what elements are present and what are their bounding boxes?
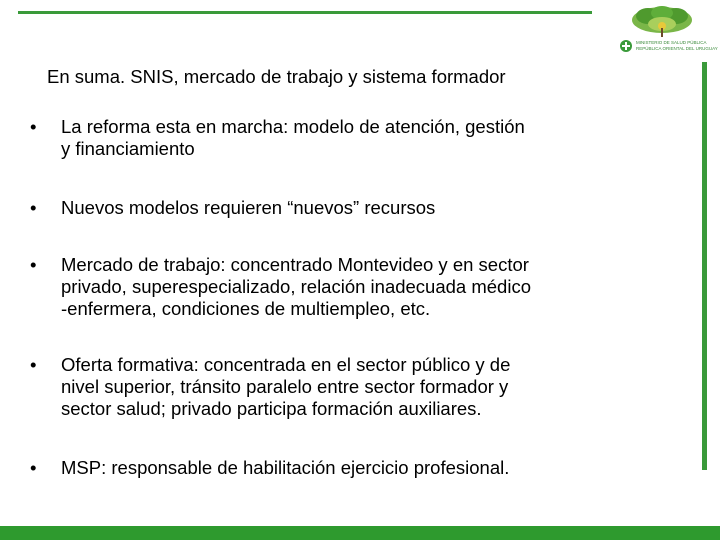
slide-title: En suma. SNIS, mercado de trabajo y sistema formador	[47, 66, 506, 87]
logo-line-2: REPÚBLICA ORIENTAL DEL URUGUAY	[636, 46, 718, 51]
bullet-text	[61, 254, 671, 320]
bullet-text	[61, 354, 671, 420]
bullet-line: Nuevos modelos requieren “nuevos” recursos	[61, 197, 436, 218]
logo-text	[636, 40, 718, 52]
top-divider-line	[18, 11, 592, 14]
ministry-logo	[612, 4, 718, 60]
bottom-bar	[0, 526, 720, 540]
bullet-dot: •	[30, 197, 37, 218]
bullet-line: Oferta formativa: concentrada en el sector público y de	[61, 354, 511, 375]
bullet-dot: •	[30, 116, 37, 137]
right-divider-line	[702, 62, 707, 470]
bullet-line: La reforma esta en marcha: modelo de atención, gestión	[61, 116, 525, 137]
bullet-line: Mercado de trabajo: concentrado Montevideo y en sector	[61, 254, 529, 275]
bullet-line: sector salud; privado participa formación auxiliares.	[61, 398, 482, 419]
bullet-dot: •	[30, 457, 37, 478]
bullet-line: privado, superespecializado, relación inadecuada médico	[61, 276, 531, 297]
bullet-text	[61, 116, 671, 160]
tree-logo-icon	[626, 4, 698, 38]
bullet-line: MSP: responsable de habilitación ejercicio profesional.	[61, 457, 510, 478]
bullet-text	[61, 457, 671, 479]
bullet-line: -enfermera, condiciones de multiempleo, etc.	[61, 298, 431, 319]
bullet-line: nivel superior, tránsito paralelo entre sector formador y	[61, 376, 509, 397]
health-cross-icon	[620, 40, 632, 52]
bullet-dot: •	[30, 354, 37, 375]
bullet-dot: •	[30, 254, 37, 275]
bullet-line: y financiamiento	[61, 138, 195, 159]
logo-line-1: MINISTERIO DE SALUD PÚBLICA	[636, 40, 707, 45]
bullet-text	[61, 197, 671, 219]
